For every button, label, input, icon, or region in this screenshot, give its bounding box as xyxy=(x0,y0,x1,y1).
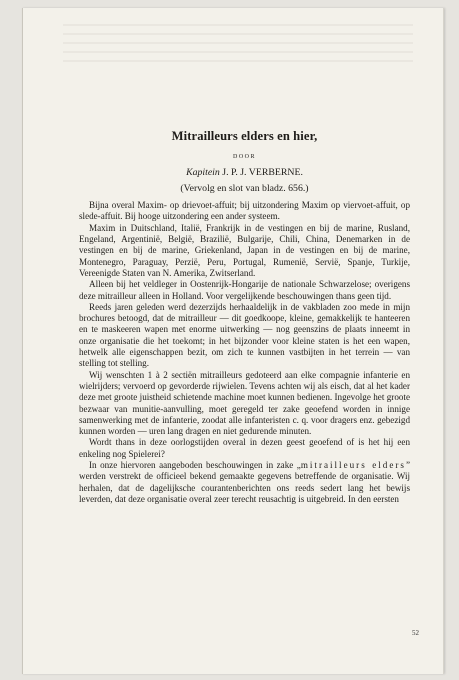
author-rank: Kapitein xyxy=(186,166,220,178)
page-number: 52 xyxy=(412,629,419,637)
paragraph-6: Wordt thans in deze oorlogstijden overal in dezen geest geoefend of is het hij een enkeling nog Spielerei? xyxy=(79,437,410,459)
paragraph-3: Alleen bij het veldleger in Oostenrijk-Hongarije de nationale Schwarzelose; overigens deze mitrailleur alleen in Holland. Voor vergelijkende beschouwingen thans geen tijd. xyxy=(79,279,410,301)
paragraph-1: Bijna overal Maxim- op drievoet-affuit; bij uitzondering Maxim op viervoet-affuit, op slede-affuit. Bij hooge uitzondering een ander systeem. xyxy=(79,200,410,222)
book-page xyxy=(22,8,444,674)
article-title: Mitrailleurs elders en hier, xyxy=(171,129,318,143)
author-name: J. P. J. VERBERNE. xyxy=(219,166,303,178)
spaced-term: mitrailleurs elders xyxy=(300,460,406,471)
paragraph-7 xyxy=(79,460,410,505)
paragraph-7-start: In onze hiervoren aangeboden beschouwingen in zake „ xyxy=(89,460,301,471)
continuation-note: (Vervolg en slot van bladz. 656.) xyxy=(180,182,309,194)
show-through-text xyxy=(63,24,413,64)
article-body xyxy=(79,131,410,505)
paragraph-4: Reeds jaren geleden werd dezerzijds herhaaldelijk in de vakbladen zoo mede in mijn brochures betoogd, dat de mitrailleur — dit goedkoope, kleine, gemakkelijk te hanteeren en te maskeeren wapen met enorme uitwerking — nog geenszins de plaats inneemt in onze organisatie die het toekomt; in het bijzonder voor kleine staten is het een wapen, hetwelk alle eigenschappen bezit, om zich te kunnen vastbijten in het terrein — van stelling tot stelling. xyxy=(79,301,410,369)
byline-door: DOOR xyxy=(232,154,256,161)
author-line xyxy=(79,167,410,178)
paragraph-5: Wij wenschten 1 à 2 sectiën mitrailleurs gedoteerd aan elke compagnie infanterie en wielrijders; vervoerd op gevorderde rijwielen. Tevens achten wij als eisch, dat al het kader deze met groote juistheid schietende machine moet kunnen bedienen. Ingevolge het groote bezwaar van munitie-aanvulling, moet geregeld ter zake geoefend worden in innige samenwerking met de infanterie, zoodat alle infanteristen c. q. voor dragers enz. gebezigd kunnen worden — uren lang dragen en niet gedurende minuten. xyxy=(79,369,410,437)
paragraph-2: Maxim in Duitschland, Italië, Frankrijk in de vestingen en bij de marine, Rusland, Engeland, Argentinië, België, Brazilië, Bulgarije, Chili, China, Denemarken in de vestingen en bij de marine, Griekenland, Japan in de vestingen en bij de marine, Montenegro, Paraguay, Perzië, Peru, Portugal, Rumenië, Servië, Spanje, Turkije, Vereenigde Staten van N. Amerika, Zwitserland. xyxy=(79,222,410,278)
paragraph-7-rest: ” werden verstrekt de officieel bekend gemaakte gegevens betreffende de organisatie. Wij herhalen, dat de dagelijksche courantenberichten ons reeds sedert lang het bewijs leverden, dat deze organisatie overal zeer terecht reusachtig is uitgebreid. In den eersten xyxy=(79,460,410,504)
